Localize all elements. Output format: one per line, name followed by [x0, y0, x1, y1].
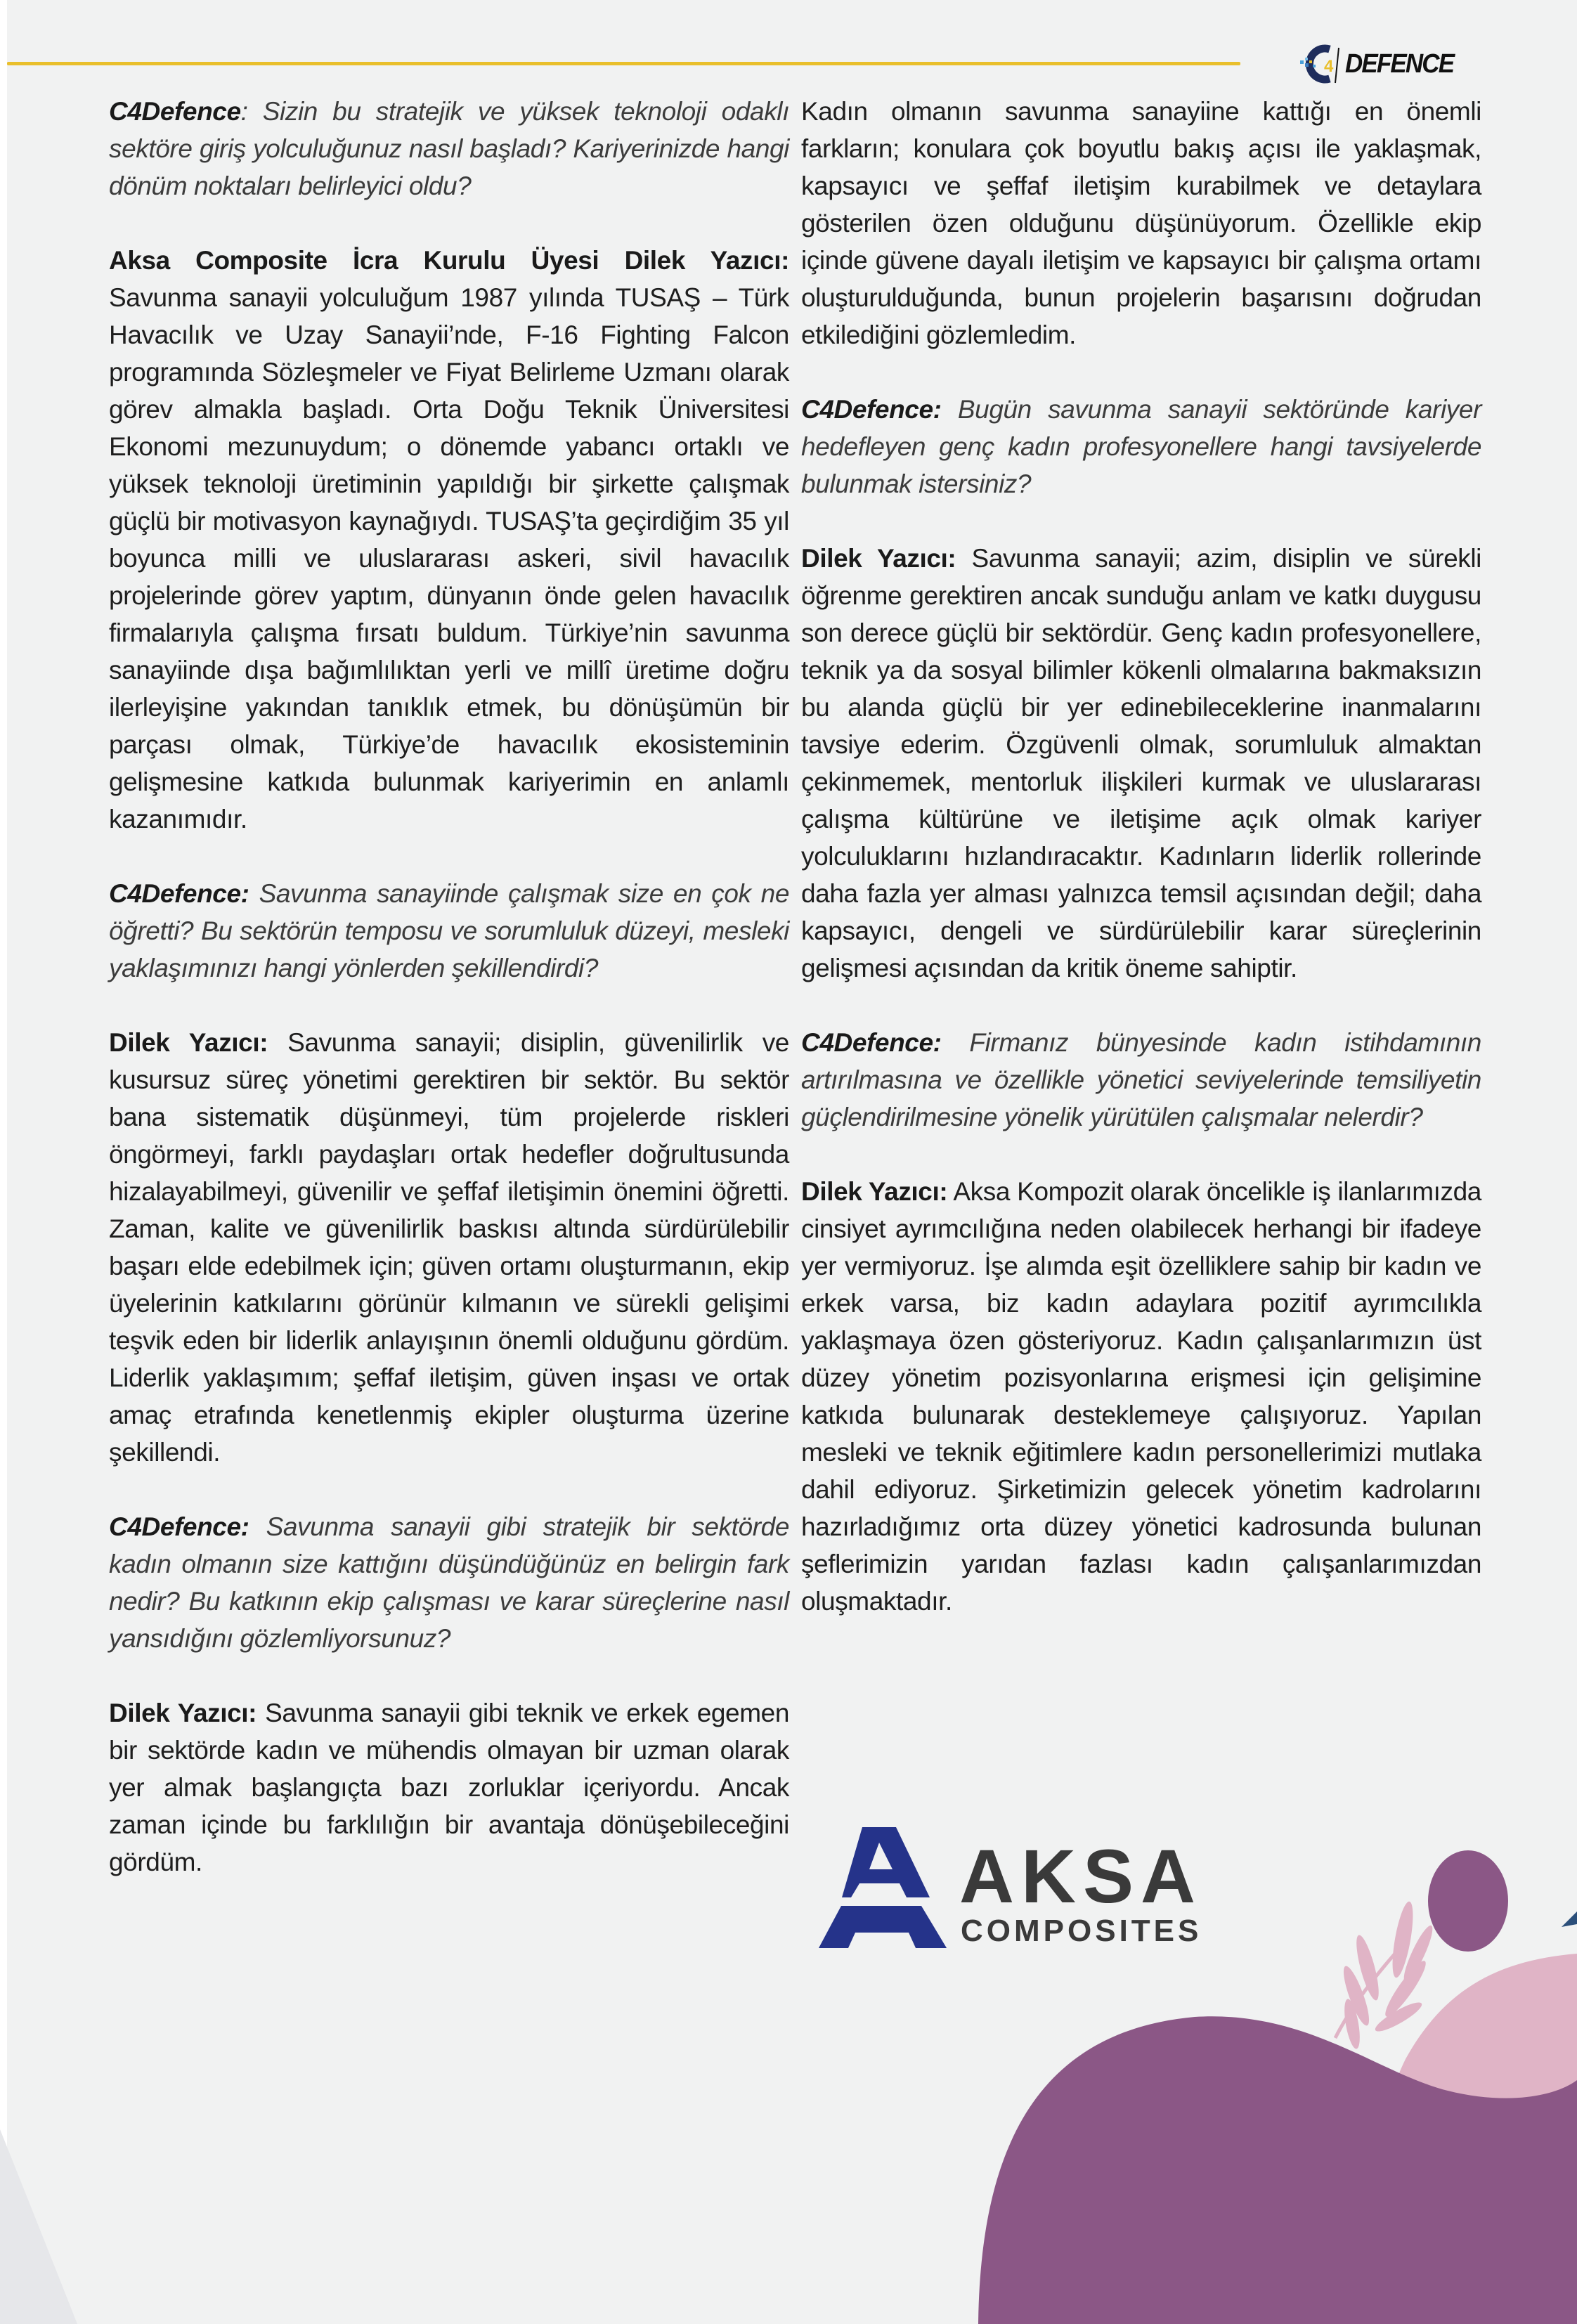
- question-4-separator: [942, 395, 958, 424]
- question-4-text: Bugün savunma sanayii sektöründe kariyer hedefleyen genç kadın profesyonellere hangi tavsiyelerde bulunmak istersiniz?: [801, 395, 1481, 498]
- question-1-text: Sizin bu stratejik ve yüksek teknoloji odaklı sektöre giriş yolculuğunuz nasıl başladı? Kariyerinizde hangi dönüm noktaları belirleyici oldu?: [109, 97, 789, 200]
- answer-1-text: Savunma sanayii yolculuğum 1987 yılında TUSAŞ – Türk Havacılık ve Uzay Sanayii’nde, F-16 Fighting Falcon programında Sözleşmeler ve Fiyat Belirleme Uzmanı olarak görev almakla başladı. Orta Doğu Teknik Üniversitesi Ekonomi mezunuydum; o dönemde yabancı ortaklı ve yüksek teknoloji üretiminin yapıldığı bir şirkette çalışmak güçlü bir motivasyon kaynağıydı. TUSAŞ’ta geçirdiğim 35 yıl boyunca milli ve uluslararası askeri, sivil havacılık projelerinde görev yaptım, dünyanın önde gelen havacılık firmalarıyla çalışma fırsatı buldum. Türkiye’nin savunma sanayiinde dışa bağımlılıktan yerli ve millî üretime doğru ilerleyişine yakından tanıklık etmek, bu dönüşümün bir parçası olmak, Türkiye’de havacılık ekosisteminin gelişmesine katkıda bulunmak kariyerimin en anlamlı kazanımıdır.: [109, 283, 789, 833]
- answer-3: [109, 1694, 789, 1881]
- answer-3-continuation: [801, 93, 1481, 353]
- answer-1-speaker: Aksa Composite İcra Kurulu Üyesi Dilek Yazıcı:: [109, 246, 789, 275]
- question-3-separator: [249, 1512, 266, 1541]
- answer-5-text: Aksa Kompozit olarak öncelikle iş ilanlarımızda cinsiyet ayrımcılığına neden olabilecek herhangi bir ifadeye yer vermiyoruz. İşe alımda eşit özelliklere sahip bir kadın ve erkek varsa, biz kadın adaylara pozitif ayrımcılıkla yaklaşmaya özen gösteriyoruz. Kadın çalışanlarımızın üst düzey yönetim pozisyonlarına erişmesi için gelişimine katkıda bulunarak desteklemeye çalışıyoruz. Yapılan mesleki ve teknik eğitimlere kadın personellerimizi mutlaka dahil ediyoruz. Şirketimizin gelecek yönetim kadrolarını hazırladığımız orta düzey yönetici kadrosunda bulunan şeflerimizin yarıdan fazlası kadın çalışanlarımızdan oluşmaktadır.: [801, 1177, 1481, 1616]
- answer-2-text: Savunma sanayii; disiplin, güvenilirlik ve kusursuz süreç yönetimi gerektiren bir sektör. Bu sektör bana sistematik düşünmeyi, tüm projelerde riskleri öngörmeyi, farklı paydaşları ortak hedefler doğrultusunda hizalayabilmeyi, güvenilir ve şeffaf iletişimin önemini öğretti. Zaman, kalite ve güvenilirlik baskısı altında sürdürülebilir başarı elde edebilmek için; güven ortamı oluşturmanın, ekip üyelerinin katkılarını görünür kılmanın ve sürekli gelişimi teşvik eden bir liderlik anlayışının önemli olduğunu gördüm. Liderlik yaklaşımım; şeffaf iletişim, güven inşası ve ortak amaç etrafında kenetlenmiş ekipler oluşturma üzerine şekillendi.: [109, 1028, 789, 1467]
- answer-5-speaker: Dilek Yazıcı:: [801, 1177, 948, 1206]
- answer-2: [109, 1024, 789, 1471]
- question-2-separator: [249, 879, 259, 908]
- header-rule: [7, 62, 1240, 65]
- question-4-speaker: C4Defence:: [801, 395, 942, 424]
- question-1: [109, 93, 789, 205]
- answer-2-speaker: Dilek Yazıcı:: [109, 1028, 268, 1057]
- aksa-name: AKSA: [959, 1833, 1203, 1919]
- page-edge-strip: [0, 0, 7, 2324]
- left-column: [109, 93, 789, 1918]
- purple-dot-shape: [1428, 1850, 1508, 1952]
- question-4: [801, 391, 1481, 502]
- svg-text:4: 4: [1324, 57, 1334, 76]
- question-3: [109, 1508, 789, 1657]
- question-5-speaker: C4Defence:: [801, 1028, 942, 1057]
- question-1-speaker: C4Defence: [109, 97, 241, 126]
- answer-3-text: Savunma sanayii gibi teknik ve erkek egemen bir sektörde kadın ve mühendis olmayan bir uzman olarak yer almak başlangıçta bazı zorluklar içeriyordu. Ancak zaman içinde bu farklılığın bir avantaja dönüşebileceğini gördüm.: [109, 1699, 789, 1876]
- answer-1: [109, 242, 789, 838]
- question-2-speaker: C4Defence:: [109, 879, 249, 908]
- c4-emblem-icon: [1299, 44, 1342, 84]
- question-5: [801, 1024, 1481, 1136]
- purple-wave-shape: [978, 2016, 1577, 2324]
- corner-shadow-shape: [0, 2129, 77, 2324]
- right-column: [801, 93, 1481, 1657]
- question-1-separator: :: [240, 97, 263, 126]
- question-2-text: Savunma sanayiinde çalışmak size en çok ne öğretti? Bu sektörün temposu ve sorumluluk düzeyi, mesleki yaklaşımınızı hangi yönlerden şekillendirdi?: [109, 879, 789, 982]
- answer-5: [801, 1173, 1481, 1620]
- answer-4-speaker: Dilek Yazıcı:: [801, 544, 956, 573]
- pink-blob-shape: [1383, 1954, 1577, 2186]
- aksa-composites-logo: [819, 1827, 1203, 1954]
- aksa-subtitle: COMPOSITES: [961, 1914, 1202, 1948]
- answer-4: [801, 540, 1481, 987]
- answer-3-speaker: Dilek Yazıcı:: [109, 1699, 257, 1727]
- blue-feather-icon: [1562, 1911, 1577, 1927]
- question-5-text: Firmanız bünyesinde kadın istihdamının artırılmasına ve özellikle yönetici seviyelerinde temsiliyetin güçlendirilmesine yönelik yürütülen çalışmalar nelerdir?: [801, 1028, 1481, 1131]
- answer-3-continuation-text: Kadın olmanın savunma sanayiine kattığı en önemli farkların; konulara çok boyutlu bakış açısı ile yaklaşmak, kapsayıcı ve şeffaf iletişim kurabilmek ve detaylara gösterilen özen olduğunu düşünüyorum. Özellikle ekip içinde güvene dayalı iletişim ve kapsayıcı bir çalışma ortamı oluşturulduğunda, bunun projelerin başarısını doğrudan etkilediğini gözlemledim.: [801, 97, 1481, 349]
- answer-4-text: Savunma sanayii; azim, disiplin ve sürekli öğrenme gerektiren ancak sunduğu anlam ve katkı duygusu son derece güçlü bir sektördür. Genç kadın profesyonellere, teknik ya da sosyal bilimler kökenli olmalarına bakmaksızın bu alanda güçlü bir yer edinebileceklerine inanmalarını tavsiye ederim. Özgüvenli olmak, sorumluluk almaktan çekinmemek, mentorluk ilişkileri kurmak ve uluslararası çalışma kültürüne ve iletişime açık olmak kariyer yolculuklarını hızlandıracaktır. Kadınların liderlik rollerinde daha fazla yer alması yalnızca temsil açısından değil; daha kapsayıcı, dengeli ve sürdürülebilir karar süreçlerinin gelişmesi açısından da kritik öneme sahiptir.: [801, 544, 1481, 982]
- question-3-text: Savunma sanayii gibi stratejik bir sektörde kadın olmanın size kattığını düşündüğünüz en belirgin fark nedir? Bu katkının ekip çalışması ve karar süreçlerine nasıl yansıdığını gözlemliyorsunuz?: [109, 1512, 789, 1653]
- c4defence-logo-text: DEFENCE: [1345, 48, 1454, 79]
- question-2: [109, 875, 789, 987]
- question-5-separator: [942, 1028, 970, 1057]
- aksa-a-mark-icon: [819, 1827, 949, 1954]
- c4defence-logo: [1299, 44, 1474, 84]
- pink-leaf-icon: [1335, 1900, 1437, 2050]
- question-3-speaker: C4Defence:: [109, 1512, 249, 1541]
